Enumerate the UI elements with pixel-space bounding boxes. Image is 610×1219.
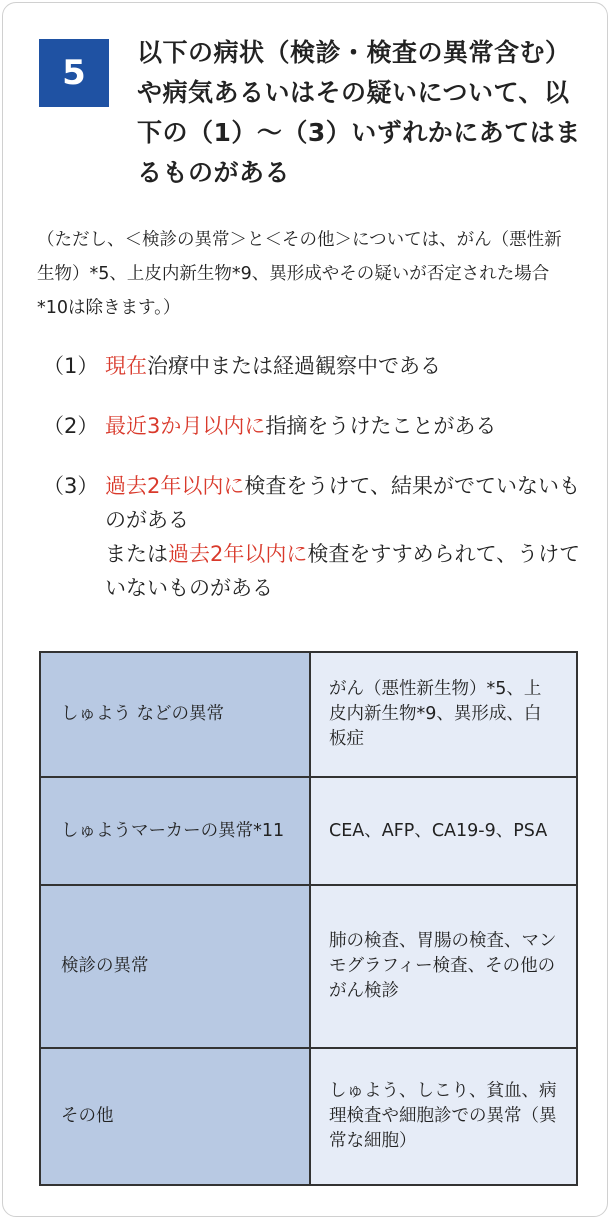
item-number: （2） [43, 414, 99, 438]
item-text-prefix: または [105, 542, 168, 566]
exception-note: （ただし、＜検診の異常＞と＜その他＞については、がん（悪性新生物）*5、上皮内新生物*9、異形成やその疑いが否定された場合*10は除きます。） [37, 230, 562, 318]
item-text: 検査をすすめられて、うけていないものがある [105, 542, 581, 600]
table-row [40, 652, 577, 777]
item-text: 治療中または経過観察中である [147, 354, 441, 378]
section-heading: 以下の病状（検診・検査の異常含む）や病気あるいはその疑いについて、以下の（1）〜（3）いずれかにあてはまるものがある [137, 38, 581, 187]
table-row [40, 1048, 577, 1185]
condition-category: しゅようマーカーの異常*11 [40, 777, 310, 885]
condition-detail: 肺の検査、胃腸の検査、マンモグラフィー検査、その他のがん検診 [310, 885, 577, 1048]
highlight-text: 現在 [105, 354, 147, 378]
highlight-text: 過去2年以内に [168, 542, 308, 566]
criteria-item-3 [43, 469, 583, 605]
condition-category: その他 [40, 1048, 310, 1185]
condition-table [39, 651, 578, 1186]
highlight-text: 最近3か月以内に [105, 414, 266, 438]
criteria-list [43, 349, 583, 631]
condition-category: 検診の異常 [40, 885, 310, 1048]
item-text: 指摘をうけたことがある [265, 414, 497, 438]
item-number: （3） [43, 474, 99, 498]
highlight-text: 過去2年以内に [105, 474, 245, 498]
condition-detail: しゅよう、しこり、貧血、病理検査や細胞診での異常（異常な細胞） [310, 1048, 577, 1185]
condition-detail: CEA、AFP、CA19-9、PSA [310, 777, 577, 885]
section-number-badge: 5 [39, 39, 109, 107]
item-number: （1） [43, 354, 99, 378]
criteria-item-1 [43, 349, 583, 383]
table-row [40, 885, 577, 1048]
condition-card [2, 2, 608, 1217]
condition-detail: がん（悪性新生物）*5、上皮内新生物*9、異形成、白板症 [310, 652, 577, 777]
condition-category: しゅよう などの異常 [40, 652, 310, 777]
criteria-item-2 [43, 409, 583, 443]
table-row [40, 777, 577, 885]
item-text: 検査をうけて、結果がでていないものがある [105, 474, 580, 532]
